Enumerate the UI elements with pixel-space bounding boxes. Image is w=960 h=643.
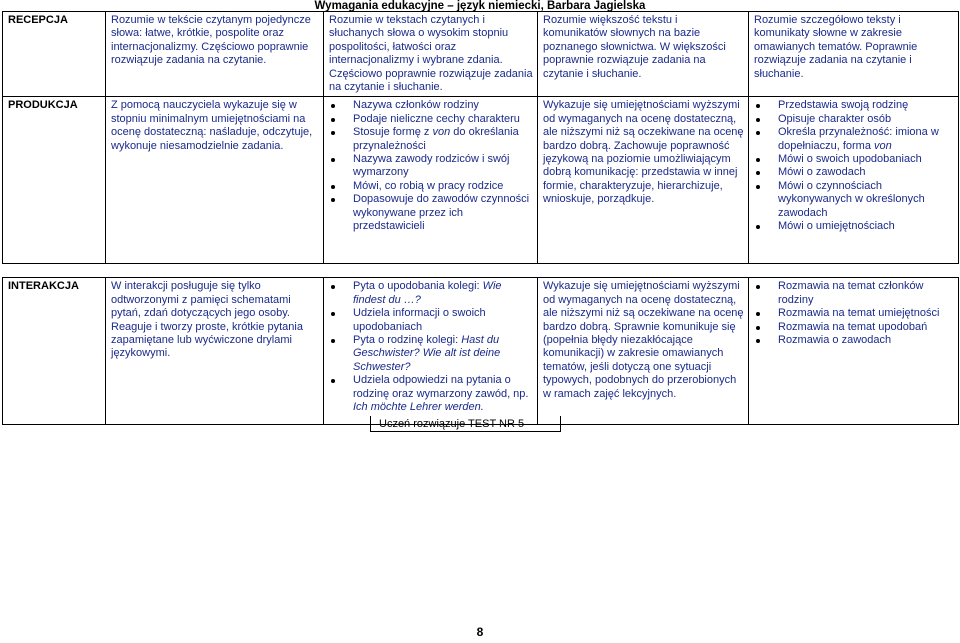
list-item-text-italic: von [874, 139, 892, 152]
spacer-cell [3, 264, 959, 278]
list-item: Rozmawia na temat członków rodziny [754, 280, 954, 307]
interakcja-grade-3: Wykazuje się umiejętnościami wyższymi od wymaganych na ocenę dostateczną, ale niższymi niż są oczekiwane na ocenę bardzo dobrą. Sprawnie komunikuje się (popełnia błędy niezakłócające komunikacji) w zakresie omawianych tematów, jeśli dotyczą one sytuacji typowych, podobnych do przerobionych w ramach zajęć lekcyjnych. [538, 278, 749, 425]
produkcja-skill-list [329, 99, 533, 233]
list-item-text: Określa przynależność: imiona w dopełniaczu, forma [778, 126, 939, 152]
list-item: Mówi, co robią w pracy rodzice [329, 180, 533, 193]
list-item: Mówi o zawodach [754, 166, 954, 179]
produkcja-grade-4 [749, 97, 959, 264]
list-item: Udziela informacji o swoich upodobaniach [329, 307, 533, 334]
page-number: 8 [476, 625, 484, 639]
list-item: Rozmawia na temat upodobań [754, 321, 954, 334]
list-item: Nazywa członków rodziny [329, 99, 533, 112]
list-item-text: Stosuje formę z [353, 126, 433, 139]
list-item: Podaje nieliczne cechy charakteru [329, 113, 533, 126]
document-title: Wymagania edukacyjne – język niemiecki, Barbara Jagielska [314, 0, 646, 12]
row-label-recepcja: RECEPCJA [3, 12, 106, 97]
list-item-text: Pyta o rodzinę kolegi: [353, 334, 462, 347]
list-item [329, 126, 533, 153]
interakcja-grade-2 [324, 278, 538, 425]
row-produkcja [3, 97, 959, 264]
list-item-text-italic: Hast du Geschwister? Wie alt ist deine Schwester? [353, 334, 501, 373]
interakcja-skill-list-advanced [754, 280, 954, 347]
produkcja-skill-list-advanced [754, 99, 954, 233]
list-item-text: Pyta o upodobania kolegi: [353, 280, 483, 293]
interakcja-skill-list [329, 280, 533, 414]
list-item: Mówi o czynnościach wykonywanych w określonych zawodach [754, 180, 954, 220]
list-item-text: Udziela odpowiedzi na pytania o rodzinę oraz wymarzony zawód, np. [353, 374, 529, 400]
produkcja-grade-1: Z pomocą nauczyciela wykazuje się w stopniu minimalnym umiejętnościami na ocenę dostateczną: naśladuje, odczytuje, wykonuje niesamodzielnie zadania. [106, 97, 324, 264]
list-item-text-italic: von [432, 126, 451, 139]
list-item: Rozmawia na temat umiejętności [754, 307, 954, 320]
row-recepcja [3, 12, 959, 97]
list-item: Dopasowuje do zawodów czynności wykonywane przez ich przedstawicieli [329, 193, 533, 233]
list-item: Przedstawia swoją rodzinę [754, 99, 954, 112]
test-note: Uczeń rozwiązuje TEST NR 5 [370, 416, 561, 432]
row-interakcja [3, 278, 959, 425]
requirements-table [2, 11, 959, 425]
produkcja-grade-3: Wykazuje się umiejętnościami wyższymi od wymaganych na ocenę dostateczną, ale niższymi niż są oczekiwane na ocenę bardzo dobrą. Zachowuje poprawność językową na poziomie umożliwiającym dobrą komunikację: przedstawia w innej formie, charakteryzuje, hierarchizuje, wnioskuje, porządkuje. [538, 97, 749, 264]
list-item [329, 334, 533, 374]
list-item [329, 280, 533, 307]
row-spacer [3, 264, 959, 278]
list-item: Rozmawia o zawodach [754, 334, 954, 347]
list-item [329, 374, 533, 414]
recepcja-grade-4: Rozumie szczegółowo teksty i komunikaty słowne w zakresie omawianych tematów. Poprawnie rozwiązuje zadania na czytanie i słuchanie. [749, 12, 959, 97]
row-label-interakcja: INTERAKCJA [3, 278, 106, 425]
recepcja-grade-2: Rozumie w tekstach czytanych i słuchanych słowa o wysokim stopniu pospolitości, łatwości oraz internacjonalizmy i wybrane zdania. Częściowo poprawnie rozwiązuje zadania na czytanie i słuchanie. [324, 12, 538, 97]
list-item: Mówi o umiejętnościach [754, 220, 954, 233]
list-item-text-italic: Wie findest du …? [353, 280, 502, 306]
list-item: Mówi o swoich upodobaniach [754, 153, 954, 166]
list-item-text-italic: Ich möchte Lehrer werden. [353, 401, 484, 414]
list-item [754, 126, 954, 153]
interakcja-grade-1: W interakcji posługuje się tylko odtworzonymi z pamięci schematami pytań, zdań dotyczących jego osoby. Reaguje i tworzy proste, krótkie pytania zapamiętane lub wyćwiczone drylami językowymi. [106, 278, 324, 425]
produkcja-grade-2 [324, 97, 538, 264]
list-item: Nazywa zawody rodziców i swój wymarzony [329, 153, 533, 180]
interakcja-grade-4 [749, 278, 959, 425]
recepcja-grade-3: Rozumie większość tekstu i komunikatów słownych na bazie poznanego słownictwa. W większości poprawnie rozwiązuje zadania na czytanie i słuchanie. [538, 12, 749, 97]
row-label-produkcja: PRODUKCJA [3, 97, 106, 264]
list-item: Opisuje charakter osób [754, 113, 954, 126]
recepcja-grade-1: Rozumie w tekście czytanym pojedyncze słowa: łatwe, krótkie, pospolite oraz internacjonalizmy. Częściowo poprawnie rozwiązuje zadania na czytanie. [106, 12, 324, 97]
list-item-text: do określania przynależności [353, 126, 519, 152]
